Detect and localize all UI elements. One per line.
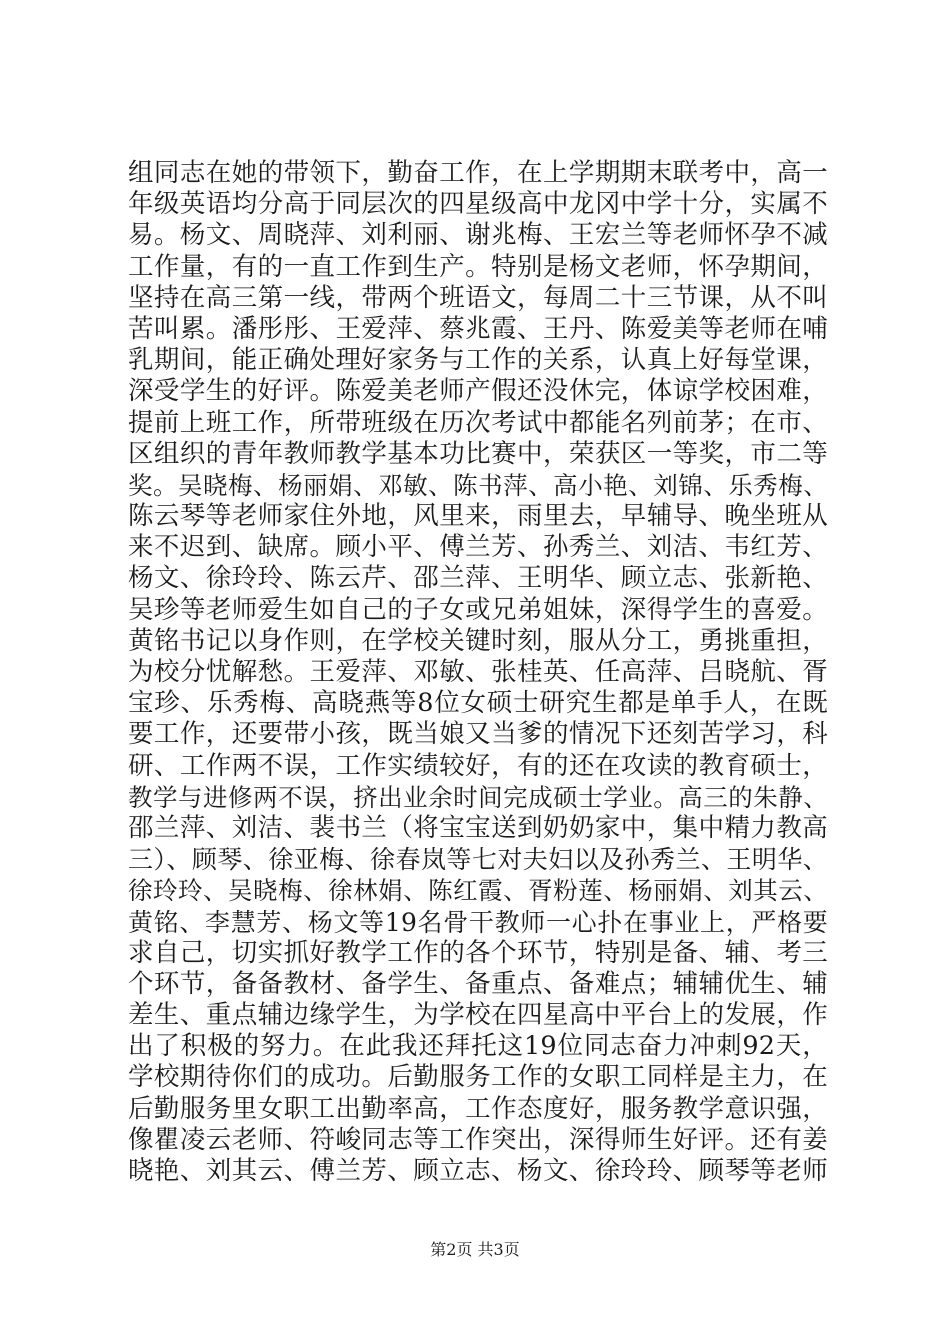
text-line: 乳期间，能正确处理好家务与工作的关系，认真上好每堂课， xyxy=(128,345,828,376)
text-line: 像瞿凌云老师、符峻同志等工作突出，深得师生好评。还有姜 xyxy=(128,1124,828,1155)
text-line: 宝珍、乐秀梅、高晓燕等8位女硕士研究生都是单手人，在既 xyxy=(128,688,828,719)
text-line: 区组织的青年教师教学基本功比赛中，荣获区一等奖，市二等 xyxy=(128,438,828,469)
text-line: 工作量，有的一直工作到生产。特别是杨文老师，怀孕期间， xyxy=(128,251,828,282)
text-line: 要工作，还要带小孩，既当娘又当爹的情况下还刻苦学习，科 xyxy=(128,719,828,750)
text-line: 陈云琴等老师家住外地，风里来，雨里去，早辅导、晚坐班从 xyxy=(128,501,828,532)
text-line: 提前上班工作，所带班级在历次考试中都能名列前茅；在市、 xyxy=(128,407,828,438)
text-line: 个环节，备备教材、备学生、备重点、备难点；辅辅优生、辅 xyxy=(128,968,828,999)
text-line: 徐玲玲、吴晓梅、徐林娟、陈红霞、胥粉莲、杨丽娟、刘其云、 xyxy=(128,876,828,906)
text-line: 苦叫累。潘彤彤、王爱萍、蔡兆霞、王丹、陈爱美等老师在哺 xyxy=(128,313,828,344)
text-line: 出了积极的努力。在此我还拜托这19位同志奋力冲刺92天， xyxy=(128,1031,828,1062)
body-text xyxy=(128,158,828,1187)
text-line: 杨文、徐玲玲、陈云芹、邵兰萍、王明华、顾立志、张新艳、 xyxy=(128,563,828,594)
text-line: 黄铭书记以身作则，在学校关键时刻，服从分工，勇挑重担， xyxy=(128,625,828,656)
text-line: 年级英语均分高于同层次的四星级高中龙冈中学十分，实属不 xyxy=(128,189,828,220)
text-line: 晓艳、刘其云、傅兰芳、顾立志、杨文、徐玲玲、顾琴等老师 xyxy=(128,1156,828,1186)
text-line: 黄铭、李慧芳、杨文等19名骨干教师一心扑在事业上，严格要 xyxy=(128,907,828,937)
text-line: 教学与进修两不误，挤出业余时间完成硕士学业。高三的朱静、 xyxy=(128,782,828,812)
text-line: 易。杨文、周晓萍、刘利丽、谢兆梅、王宏兰等老师怀孕不减 xyxy=(128,220,828,251)
text-line: 深受学生的好评。陈爱美老师产假还没休完，体谅学校困难， xyxy=(128,376,828,407)
text-line: 求自己，切实抓好教学工作的各个环节，特别是备、辅、考三 xyxy=(128,937,828,968)
text-line: 奖。吴晓梅、杨丽娟、邓敏、陈书萍、高小艳、刘锦、乐秀梅、 xyxy=(128,470,828,500)
text-line: 三）、顾琴、徐亚梅、徐春岚等七对夫妇以及孙秀兰、王明华、 xyxy=(128,845,828,875)
text-line: 邵兰萍、刘洁、裴书兰（将宝宝送到奶奶家中，集中精力教高 xyxy=(128,812,828,843)
text-line: 组同志在她的带领下，勤奋工作，在上学期期末联考中，高一 xyxy=(128,158,828,188)
text-line: 差生、重点辅边缘学生，为学校在四星高中平台上的发展，作 xyxy=(128,1000,828,1031)
text-line: 吴珍等老师爱生如自己的子女或兄弟姐妹，深得学生的喜爱。 xyxy=(128,594,828,625)
text-line: 学校期待你们的成功。后勤服务工作的女职工同样是主力，在 xyxy=(128,1062,828,1093)
page-footer: 第2页 共3页 xyxy=(430,1240,520,1259)
text-line: 为校分忧解愁。王爱萍、邓敏、张桂英、任高萍、吕晓航、胥 xyxy=(128,657,828,687)
text-line: 后勤服务里女职工出勤率高，工作态度好，服务教学意识强， xyxy=(128,1093,828,1124)
text-line: 坚持在高三第一线，带两个班语文，每周二十三节课，从不叫 xyxy=(128,282,828,313)
text-line: 研、工作两不误，工作实绩较好，有的还在攻读的教育硕士， xyxy=(128,750,828,781)
text-line: 来不迟到、缺席。顾小平、傅兰芳、孙秀兰、刘洁、韦红芳、 xyxy=(128,532,828,563)
